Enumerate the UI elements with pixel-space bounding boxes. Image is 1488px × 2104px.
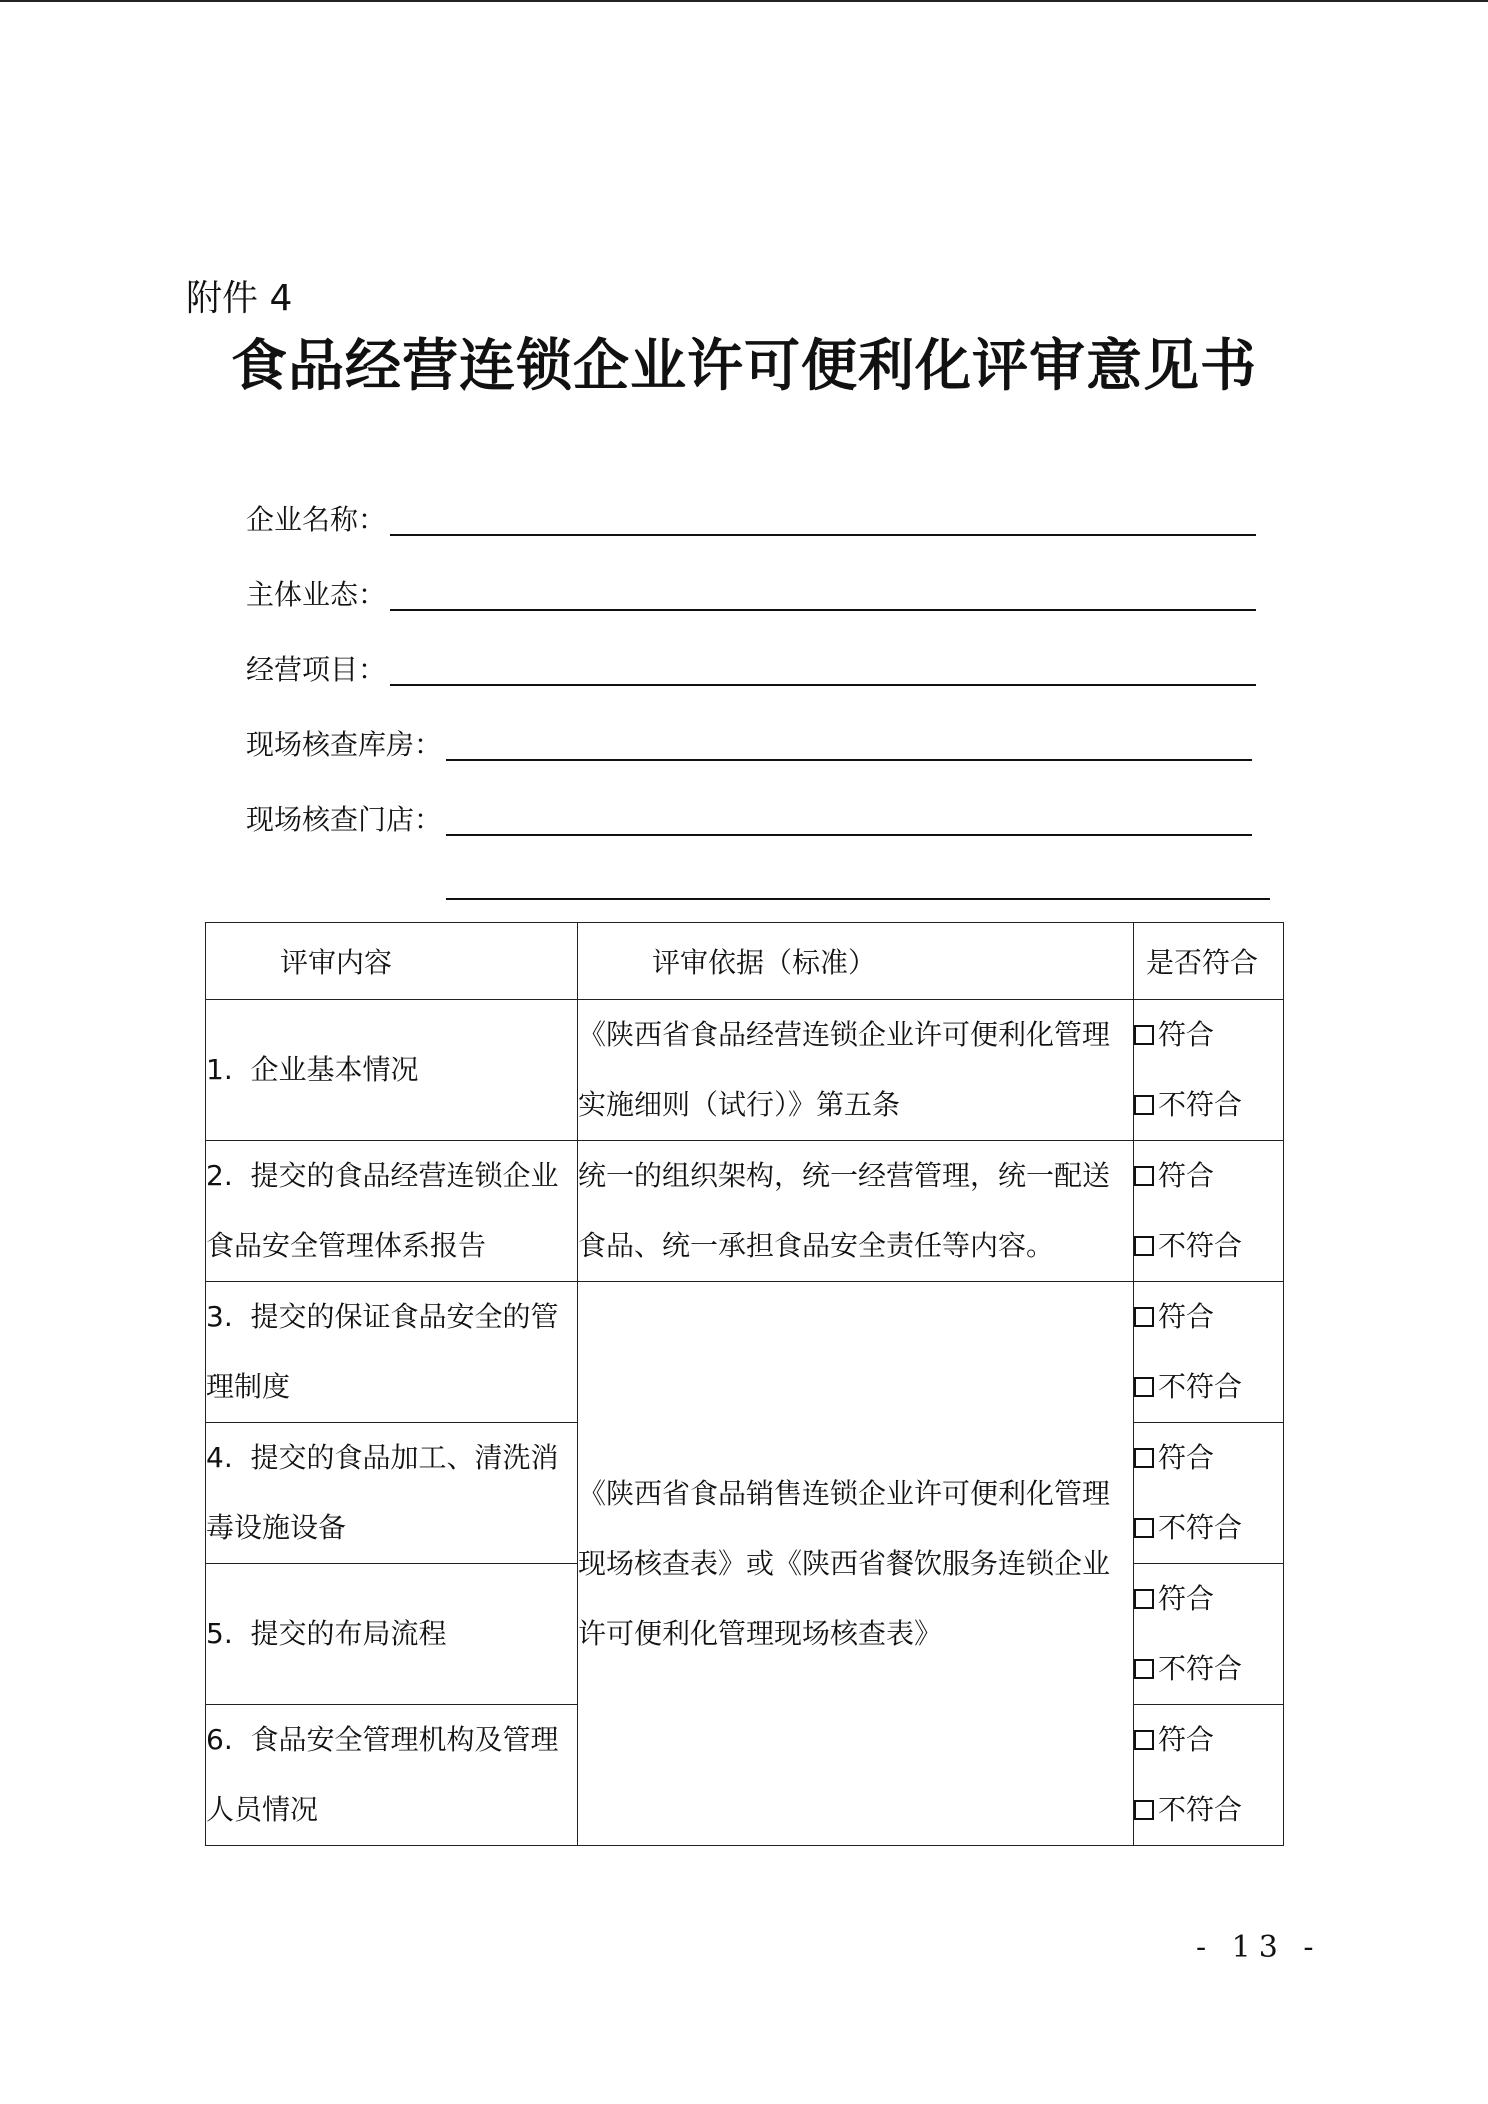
option-not-comply[interactable]: 不符合 (1134, 1352, 1283, 1422)
compliance-cell (1134, 1141, 1284, 1282)
field-company-name (246, 490, 1256, 540)
field-label: 企业名称： (246, 503, 387, 536)
compliance-cell (1134, 1564, 1284, 1705)
compliance-cell (1134, 1000, 1284, 1141)
store-inspection-input[interactable] (446, 798, 1252, 836)
option-comply[interactable]: 符合 (1134, 1141, 1283, 1211)
option-comply[interactable]: 符合 (1134, 1000, 1283, 1070)
review-basis-merged: 《陕西省食品销售连锁企业许可便利化管理现场核查表》或《陕西省餐饮服务连锁企业许可便利化管理现场核查表》 (578, 1282, 1134, 1846)
checkbox-icon[interactable] (1134, 1236, 1154, 1256)
compliance-cell (1134, 1705, 1284, 1846)
review-item: 1. 企业基本情况 (206, 1000, 578, 1141)
attachment-label: 附件 4 (186, 278, 293, 319)
header-compliance: 是否符合 (1134, 923, 1284, 1000)
business-type-input[interactable] (390, 573, 1256, 611)
warehouse-inspection-input[interactable] (446, 723, 1252, 761)
review-item: 2. 提交的食品经营连锁企业食品安全管理体系报告 (206, 1141, 578, 1282)
checkbox-icon[interactable] (1134, 1518, 1154, 1538)
field-business-scope (246, 640, 1256, 690)
field-label: 主体业态： (246, 578, 387, 611)
option-comply[interactable]: 符合 (1134, 1423, 1283, 1493)
table-row (206, 1000, 1284, 1141)
review-item: 3. 提交的保证食品安全的管理制度 (206, 1282, 578, 1423)
checkbox-icon[interactable] (1134, 1095, 1154, 1115)
checkbox-icon[interactable] (1134, 1025, 1154, 1045)
store-inspection-continuation-line[interactable] (446, 898, 1270, 900)
option-not-comply[interactable]: 不符合 (1134, 1634, 1283, 1704)
review-item: 4. 提交的食品加工、清洗消毒设施设备 (206, 1423, 578, 1564)
option-not-comply[interactable]: 不符合 (1134, 1211, 1283, 1281)
checkbox-icon[interactable] (1134, 1377, 1154, 1397)
checkbox-icon[interactable] (1134, 1800, 1154, 1820)
table-row (206, 1282, 1284, 1423)
review-basis: 统一的组织架构，统一经营管理，统一配送食品、统一承担食品安全责任等内容。 (578, 1141, 1134, 1282)
field-label: 现场核查库房： (246, 728, 443, 761)
option-comply[interactable]: 符合 (1134, 1282, 1283, 1352)
checkbox-icon[interactable] (1134, 1307, 1154, 1327)
option-not-comply[interactable]: 不符合 (1134, 1775, 1283, 1845)
table-header-row (206, 923, 1284, 1000)
review-item: 6. 食品安全管理机构及管理人员情况 (206, 1705, 578, 1846)
compliance-cell (1134, 1282, 1284, 1423)
top-border-line (0, 0, 1488, 2)
business-scope-input[interactable] (390, 648, 1256, 686)
field-business-type (246, 565, 1256, 615)
header-content: 评审内容 (206, 923, 578, 1000)
field-warehouse-inspection (246, 715, 1252, 765)
checkbox-icon[interactable] (1134, 1589, 1154, 1609)
header-basis: 评审依据（标准） (578, 923, 1134, 1000)
company-name-input[interactable] (390, 498, 1256, 536)
checkbox-icon[interactable] (1134, 1448, 1154, 1468)
option-not-comply[interactable]: 不符合 (1134, 1070, 1283, 1140)
page-number: - 13 - (1196, 1930, 1322, 1965)
document-title: 食品经营连锁企业许可便利化评审意见书 (231, 333, 1257, 399)
review-basis: 《陕西省食品经营连锁企业许可便利化管理实施细则（试行）》第五条 (578, 1000, 1134, 1141)
option-comply[interactable]: 符合 (1134, 1705, 1283, 1775)
review-table (205, 922, 1284, 1846)
checkbox-icon[interactable] (1134, 1730, 1154, 1750)
field-label: 现场核查门店： (246, 803, 443, 836)
field-label: 经营项目： (246, 653, 387, 686)
field-store-inspection (246, 790, 1252, 840)
option-comply[interactable]: 符合 (1134, 1564, 1283, 1634)
option-not-comply[interactable]: 不符合 (1134, 1493, 1283, 1563)
checkbox-icon[interactable] (1134, 1166, 1154, 1186)
review-item: 5. 提交的布局流程 (206, 1564, 578, 1705)
checkbox-icon[interactable] (1134, 1659, 1154, 1679)
compliance-cell (1134, 1423, 1284, 1564)
table-row (206, 1141, 1284, 1282)
